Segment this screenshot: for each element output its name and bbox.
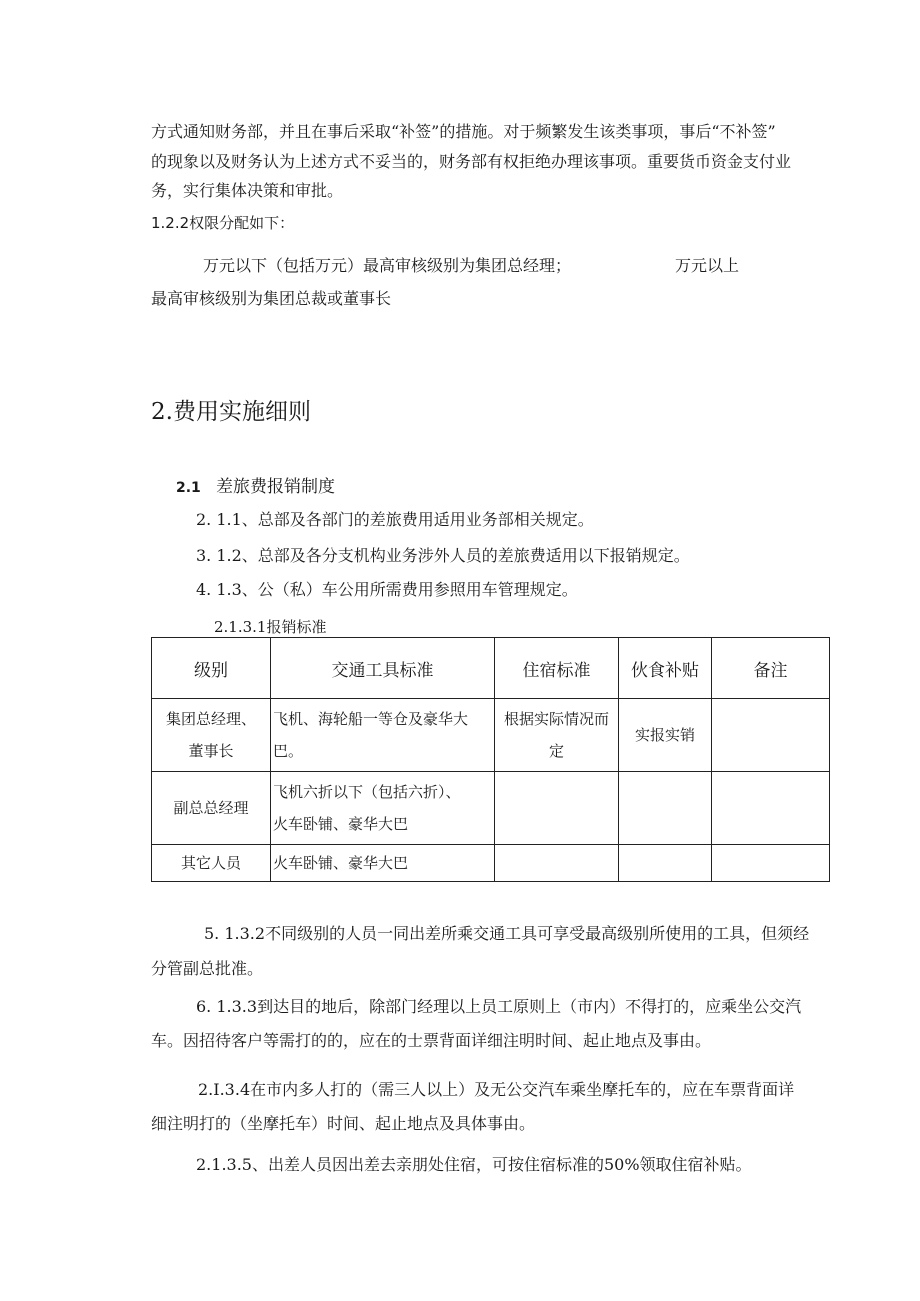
text-line: 方式通知财务部，并且在事后采取“补签”的措施。对于频繁发生该类事项，事后“不补签” [151, 122, 776, 141]
section-heading-1-2-2: 1.2.2权限分配如下： [151, 214, 295, 232]
section-title-2: 2.费用实施细则 [151, 399, 311, 425]
cell-note [712, 772, 830, 845]
cell-lodging [495, 772, 619, 845]
header-lodging: 住宿标准 [495, 638, 619, 699]
header-note: 备注 [712, 638, 830, 699]
table-header-row [152, 638, 830, 699]
paragraph-1-3-3-cont: 车。因招待客户等需打的的，应在的士票背面详细注明时间、起止地点及事由。 [151, 1031, 712, 1050]
header-meal: 伙食补贴 [619, 638, 712, 699]
authority-text-1: 万元以下（包括万元）最高审核级别为集团总经理； [203, 256, 572, 275]
paragraph-1-3-2: 5. 1.3.2不同级别的人员一同出差所乘交通工具可享受最高级别所使用的工具，但须经 [204, 924, 810, 943]
text-line: 务，实行集体决策和审批。 [151, 181, 344, 200]
subsection-title: 差旅费报销制度 [216, 477, 335, 497]
paragraph-1-3-4-cont: 细注明打的（坐摩托车）时间、起止地点及具体事由。 [151, 1114, 536, 1133]
authority-text-3: 最高审核级别为集团总裁或董事长 [151, 289, 392, 308]
cell-transport: 飞机、海轮船一等仓及豪华大 巴。 [271, 699, 495, 772]
list-item: 2. 1.1、总部及各部门的差旅费用适用业务部相关规定。 [196, 510, 594, 529]
table-caption: 2.1.3.1报销标准 [214, 618, 327, 636]
list-item: 3. 1.2、总部及各分支机构业务涉外人员的差旅费适用以下报销规定。 [196, 546, 690, 565]
paragraph-1-3-4: 2.I.3.4在市内多人打的（需三人以上）及无公交汽车乘坐摩托车的，应在车票背面详 [198, 1080, 795, 1099]
header-transport: 交通工具标准 [271, 638, 495, 699]
cell-level: 其它人员 [152, 845, 271, 882]
cell-note [712, 699, 830, 772]
cell-transport: 火车卧铺、豪华大巴 [271, 845, 495, 882]
cell-level: 副总总经理 [152, 772, 271, 845]
paragraph-1-3-2-cont: 分管副总批准。 [151, 959, 264, 978]
list-item: 4. 1.3、公（私）车公用所需费用参照用车管理规定。 [196, 580, 578, 599]
cell-level: 集团总经理、 董事长 [152, 699, 271, 772]
table-row [152, 845, 830, 882]
subsection-number: 2.1 [176, 480, 201, 496]
cell-transport: 飞机六折以下（包括六折）、 火车卧铺、豪华大巴 [271, 772, 495, 845]
table-row [152, 772, 830, 845]
cell-lodging: 根据实际情况而 定 [495, 699, 619, 772]
cell-note [712, 845, 830, 882]
reimbursement-standards-table [151, 637, 830, 882]
paragraph-1-3-5: 2.1.3.5、出差人员因出差去亲朋处住宿，可按住宿标准的50%领取住宿补贴。 [196, 1155, 752, 1174]
paragraph-1-3-3: 6. 1.3.3到达目的地后，除部门经理以上员工原则上（市内）不得打的，应乘坐公交汽 [196, 997, 802, 1016]
header-level: 级别 [152, 638, 271, 699]
cell-meal: 实报实销 [619, 699, 712, 772]
text-line: 的现象以及财务认为上述方式不妥当的，财务部有权拒绝办理该事项。重要货币资金支付业 [151, 152, 792, 171]
cell-meal [619, 845, 712, 882]
authority-text-2: 万元以上 [675, 256, 740, 275]
cell-lodging [495, 845, 619, 882]
cell-meal [619, 772, 712, 845]
table-row [152, 699, 830, 772]
